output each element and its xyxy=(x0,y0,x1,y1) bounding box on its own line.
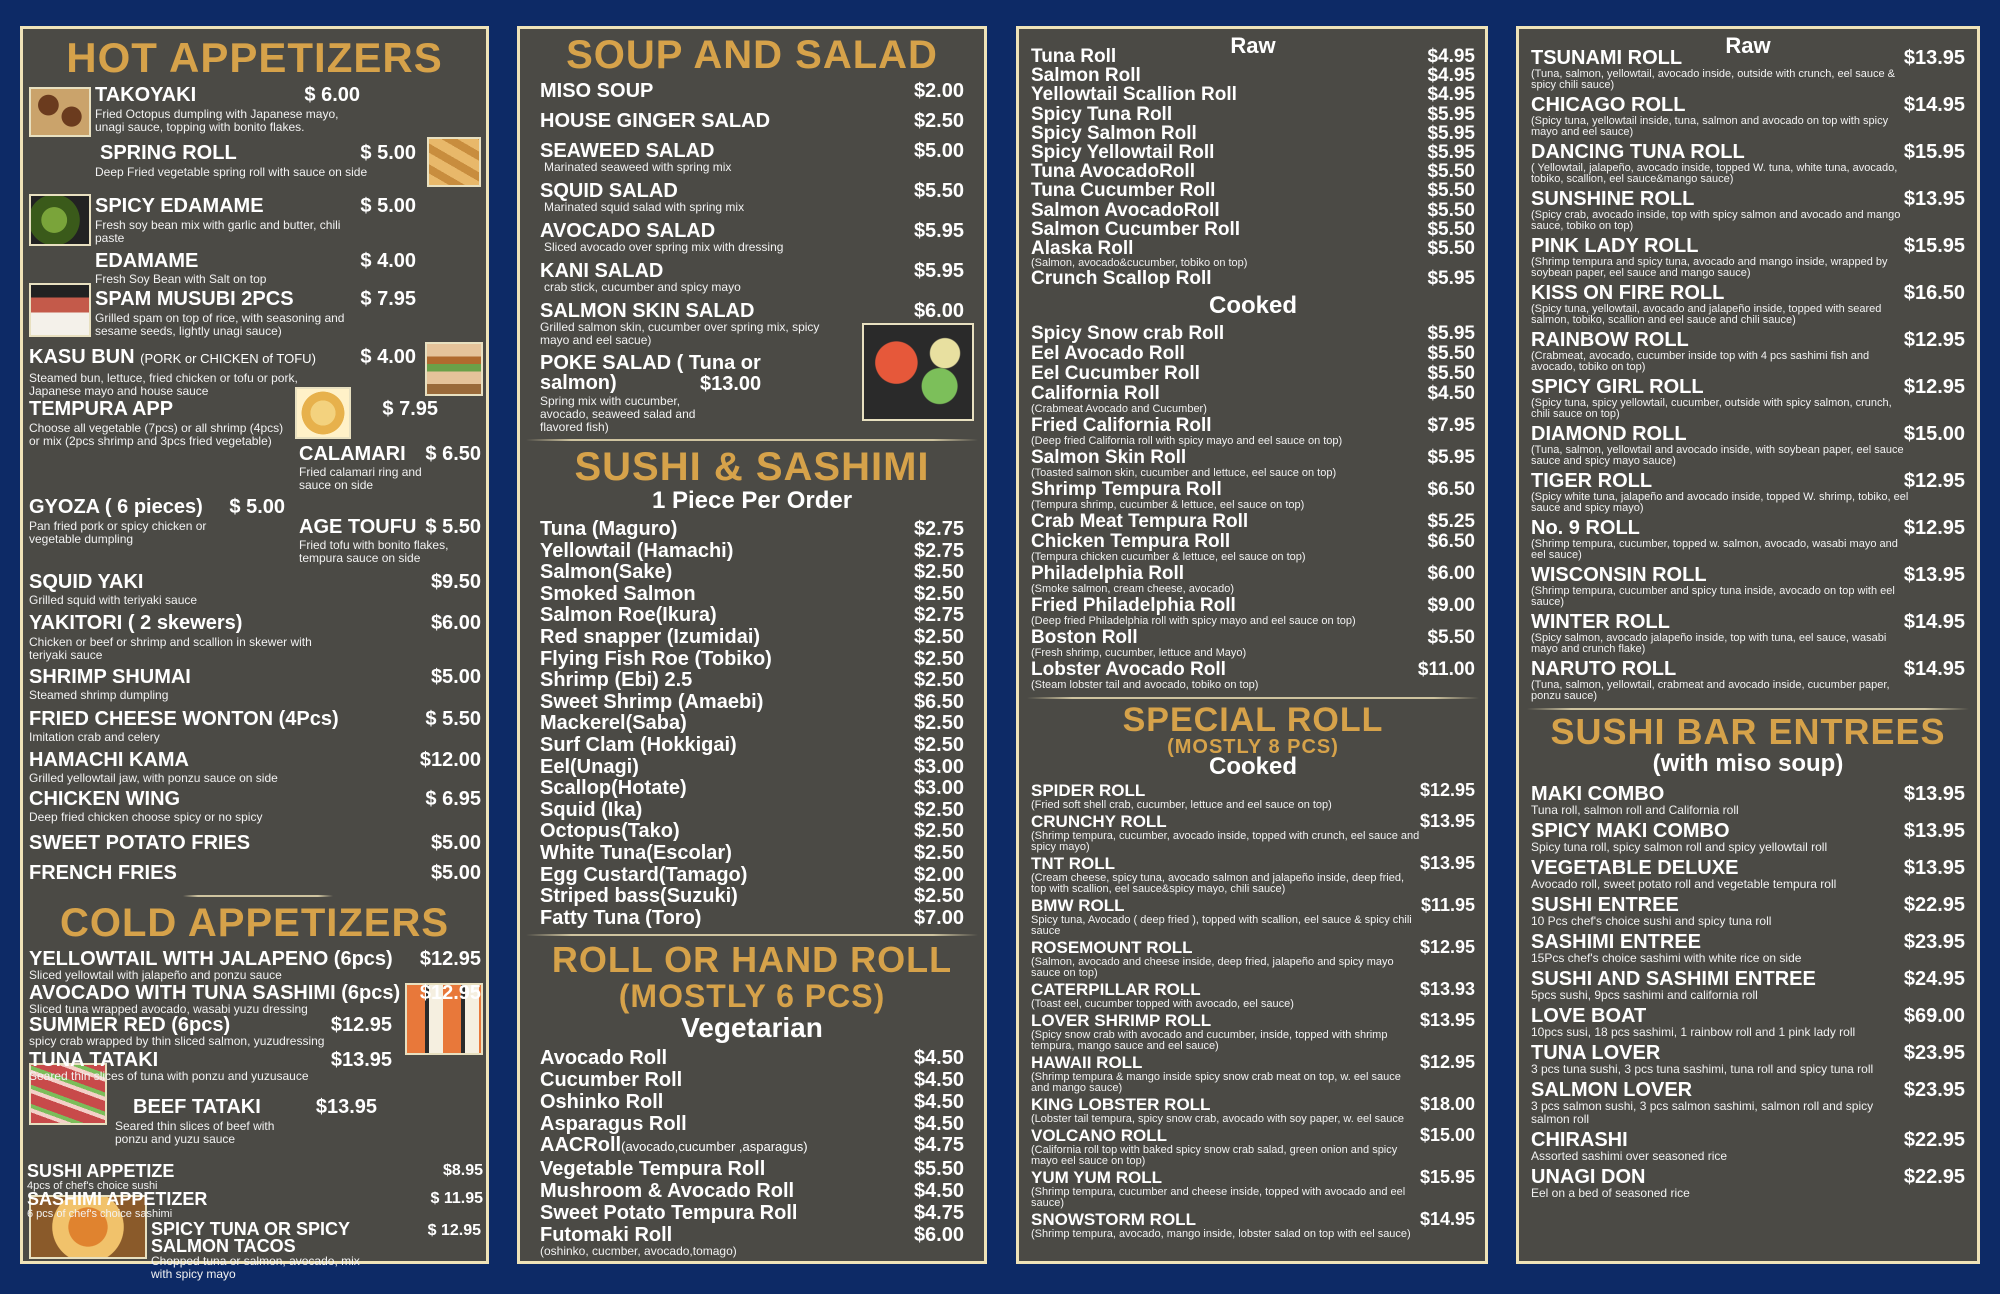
menu-item-hand-roll: Cucumber Roll $4.50 xyxy=(540,1069,964,1092)
menu-item-raw-special: DANCING TUNA ROLL $15.95 ( Yellowtail, jalapeño, avocado inside, topped W. tuna, white tuna, avocado, tobiko, scallion, eel sauce&mango sauce) xyxy=(1531,141,1965,185)
menu-item-entree: VEGETABLE DELUXE $13.95 Avocado roll, sweet potato roll and vegetable tempura roll xyxy=(1531,857,1965,891)
menu-item-chicken-wing: CHICKEN WING $ 6.95 Deep fried chicken choose spicy or no spicy xyxy=(29,788,481,824)
spam-musubi-photo xyxy=(29,283,91,337)
hot-appetizers-heading: HOT APPETIZERS xyxy=(66,34,443,81)
menu-item-entree: UNAGI DON $22.95 Eel on a bed of seasoned rice xyxy=(1531,1166,1965,1200)
menu-item-raw-roll: Salmon Roll $4.95 xyxy=(1031,65,1475,87)
menu-item-cooked-roll: California Roll $4.50 (Crabmeat Avocado and Cucumber) xyxy=(1031,383,1475,416)
menu-item-raw-special: KISS ON FIRE ROLL $16.50 (Spicy tuna, yellowtail, avocado and jalapeño inside, topped with seared salmon, tobiko, scallion and eel sauce and chili sauce) xyxy=(1531,282,1965,326)
menu-item-entree: CHIRASHI $22.95 Assorted sashimi over seasoned rice xyxy=(1531,1129,1965,1163)
menu-item-raw-roll: Alaska Roll $5.50 (Salmon, avocado&cucumber, tobiko on top) xyxy=(1031,238,1475,270)
menu-item-soup: SQUID SALAD $5.50 Marinated squid salad with spring mix xyxy=(540,180,964,214)
menu-item-cooked-roll: Fried California Roll $7.95 (Deep fried California roll with spicy mayo and eel sauce on top) xyxy=(1031,415,1475,448)
menu-item-cooked-roll: Boston Roll $5.50 (Fresh shrimp, cucumber, lettuce and Mayo) xyxy=(1031,627,1475,660)
menu-item-cooked-roll: Crab Meat Tempura Roll $5.25 xyxy=(1031,511,1475,533)
menu-item-soup: SALMON SKIN SALAD $6.00 Grilled salmon skin, cucumber over spring mix, spicy mayo and eel sacue) xyxy=(540,300,964,347)
soup-salad-heading: SOUP AND SALAD xyxy=(566,33,938,77)
menu-item-kasu-bun: KASU BUN (PORK or CHICKEN of TOFU) $ 4.00 Steamed bun, lettuce, fried chicken or tofu or pork, Japanese mayo and house sauce xyxy=(29,346,416,398)
divider xyxy=(526,934,978,936)
menu-item-sushi: Egg Custard(Tamago) $2.00 xyxy=(540,863,964,886)
menu-item-cooked-roll: Eel Avocado Roll $5.50 xyxy=(1031,343,1475,365)
raw-label-2: Raw xyxy=(1725,33,1771,58)
menu-item-soup: HOUSE GINGER SALAD $2.50 xyxy=(540,110,964,132)
menu-item-beef-tataki: BEEF TATAKI $13.95 Seared thin slices of beef with ponzu and yuzu sauce xyxy=(115,1096,377,1146)
menu-item-raw-special: WINTER ROLL $14.95 (Spicy salmon, avocado jalapeño inside, top with tuna, eel sauce, wasabi mayo and crunch flake) xyxy=(1531,611,1965,655)
menu-item-sushi: Salmon Roe(Ikura) $2.75 xyxy=(540,604,964,627)
menu-item-soup: AVOCADO SALAD $5.95 Sliced avocado over spring mix with dressing xyxy=(540,220,964,254)
hand-roll-list xyxy=(540,1048,964,1257)
menu-item-raw-roll: Salmon Cucumber Roll $5.50 xyxy=(1031,218,1475,240)
menu-item-raw-special: SUNSHINE ROLL $13.95 (Spicy crab, avocado inside, top with spicy salmon and avocado and mango sauce, tobiko on top) xyxy=(1531,188,1965,232)
cold-appetizers-heading: COLD APPETIZERS xyxy=(59,901,450,945)
menu-item-spam-musubi: SPAM MUSUBI 2PCS $ 7.95 Grilled spam on top of rice, with seasoning and sesame seeds, lightly unagi sauce) xyxy=(95,288,416,338)
menu-item-entree: SUSHI ENTREE $22.95 10 Pcs chef's choice sushi and spicy tuna roll xyxy=(1531,894,1965,928)
panel-rolls xyxy=(1016,26,1488,1264)
special-cooked-label: Cooked xyxy=(1208,753,1297,781)
cooked-roll-list xyxy=(1031,324,1475,691)
special-roll-heading: SPECIAL ROLL xyxy=(1122,701,1384,740)
menu-item-spicy-edamame: SPICY EDAMAME $ 5.00 Fresh soy bean mix with garlic and butter, chili paste xyxy=(95,195,416,245)
panel-raw-entrees xyxy=(1516,26,1980,1264)
menu-item-sushi: Octopus(Tako) $2.50 xyxy=(540,820,964,843)
menu-item-sushi: Eel(Unagi) $3.00 xyxy=(540,755,964,778)
edamame-photo xyxy=(29,194,91,246)
menu-item-raw-roll: Crunch Scallop Roll $5.95 xyxy=(1031,268,1475,290)
menu-item-cooked-roll: Chicken Tempura Roll $6.50 (Tempura chicken cucumber & lettuce, eel sauce on top) xyxy=(1031,531,1475,564)
menu-item-soup: MISO SOUP $2.00 xyxy=(540,80,964,102)
menu-item-hand-roll: Futomaki Roll $6.00 (oshinko, cucmber, avocado,tomago) xyxy=(540,1223,964,1259)
menu-item-special-roll: CRUNCHY ROLL $13.95 (Shrimp tempura, cucumber, avocado inside, topped with crunch, eel sauce and spicy mayo) xyxy=(1031,811,1475,854)
menu-item-cooked-roll: Philadelphia Roll $6.00 (Smoke salmon, cream cheese, avocado) xyxy=(1031,563,1475,596)
menu-item-takoyaki: TAKOYAKI $ 6.00 Fried Octopus dumpling with Japanese mayo, unagi sauce, topping with bonito flakes. xyxy=(95,84,360,134)
entree-list xyxy=(1531,784,1965,1200)
menu-item-raw-special: DIAMOND ROLL $15.00 (Tuna, salmon, yellowtail and avocado inside, with soybean paper, eel sauce sauce and spicy mayo sauce) xyxy=(1531,423,1965,467)
menu-item-hamachi-kama: HAMACHI KAMA $12.00 Grilled yellowtail jaw, with ponzu sauce on side xyxy=(29,749,481,785)
entrees-subtitle: (with miso soup) xyxy=(1652,750,1844,777)
menu-item-hand-roll: Oshinko Roll $4.50 xyxy=(540,1090,964,1113)
menu-item-special-roll: VOLCANO ROLL $15.00 (California roll top with baked spicy snow crab salad, green onion and spicy mayo eel sauce on top) xyxy=(1031,1125,1475,1168)
menu-item-sushi: Salmon(Sake) $2.50 xyxy=(540,561,964,584)
menu-item-sashimi-appetizer: SASHIMI APPETIZER $ 11.95 6 pcs of chef's choice sashimi xyxy=(27,1189,483,1220)
menu-item-tuna-tataki: TUNA TATAKI $13.95 Seared thin slices of tuna with ponzu and yuzusauce xyxy=(29,1049,392,1083)
menu-item-raw-special: PINK LADY ROLL $15.95 (Shrimp tempura and spicy tuna, avocado and mango inside, wrapped by soybean paper, eel sauce and mango sauce) xyxy=(1531,235,1965,279)
cooked-label: Cooked xyxy=(1208,292,1297,320)
raw-roll-list xyxy=(1031,47,1475,288)
menu-item-sushi: Yellowtail (Hamachi) $2.75 xyxy=(540,539,964,562)
menu-item-spring-roll: SPRING ROLL $ 5.00 Deep Fried vegetable spring roll with sauce on side xyxy=(95,142,416,179)
menu-item-cooked-roll: Fried Philadelphia Roll $9.00 (Deep fried Philadelphia roll with spicy mayo and eel sauce on top) xyxy=(1031,595,1475,628)
menu-item-sushi: Sweet Shrimp (Amaebi) $6.50 xyxy=(540,690,964,713)
menu-item-raw-roll: Tuna Roll $4.95 xyxy=(1031,46,1475,67)
menu-item-raw-special: TSUNAMI ROLL $13.95 (Tuna, salmon, yellowtail, avocado inside, outside with crunch, eel sauce & spicy chili sauce) xyxy=(1531,47,1965,91)
menu-item-raw-special: SPICY GIRL ROLL $12.95 (Spicy tuna, spicy yellowtail, cucumber, outside with spicy salmon, crunch, chili sauce on top) xyxy=(1531,376,1965,420)
menu-item-raw-roll: Spicy Salmon Roll $5.95 xyxy=(1031,122,1475,144)
sushi-sashimi-heading: SUSHI & SASHIMI xyxy=(574,445,930,489)
menu-item-edamame: EDAMAME $ 4.00 Fresh Soy Bean with Salt on top xyxy=(95,250,416,286)
menu-item-cooked-roll: Spicy Snow crab Roll $5.95 xyxy=(1031,323,1475,345)
menu-item-hand-roll: Vegetable Tempura Roll $5.50 xyxy=(540,1158,964,1181)
menu-item-special-roll: KING LOBSTER ROLL $18.00 (Lobster tail tempura, spicy snow crab, avocado with soy paper, w. eel sauce xyxy=(1031,1094,1475,1126)
menu-item-sweet-potato-fries: SWEET POTATO FRIES $5.00 xyxy=(29,832,481,854)
entrees-heading: SUSHI BAR ENTREES xyxy=(1550,711,1946,752)
menu-item-sushi: Tuna (Maguro) $2.75 xyxy=(540,518,964,540)
menu-item-tempura-app: TEMPURA APP $ 7.95 Choose all vegetable (7pcs) or all shrimp (4pcs) or mix (2pcs shrimp and 3pcs fried vegetable) xyxy=(29,398,438,448)
panel-appetizers xyxy=(20,26,489,1281)
menu-item-sushi: Flying Fish Roe (Tobiko) $2.50 xyxy=(540,647,964,670)
menu-item-special-roll: SNOWSTORM ROLL $14.95 (Shrimp tempura, avocado, mango inside, lobster salad on top with eel sauce) xyxy=(1031,1209,1475,1241)
menu-item-raw-roll: Tuna Cucumber Roll $5.50 xyxy=(1031,180,1475,202)
menu-item-summer-red: SUMMER RED (6pcs) $12.95 spicy crab wrapped by thin sliced salmon, yuzudressing xyxy=(29,1014,392,1048)
menu-item-squid-yaki: SQUID YAKI $9.50 Grilled squid with teriyaki sauce xyxy=(29,571,481,607)
menu-item-calamari: CALAMARI $ 6.50 Fried calamari ring and sauce on side xyxy=(299,443,481,492)
menu-item-cooked-roll: Shrimp Tempura Roll $6.50 (Tempura shrimp, cucumber & lettuce, eel sauce on top) xyxy=(1031,479,1475,512)
menu-item-sushi: Smoked Salmon $2.50 xyxy=(540,582,964,605)
sushi-list xyxy=(540,519,964,928)
menu-item-cheese-wonton: FRIED CHEESE WONTON (4Pcs) $ 5.50 Imitation crab and celery xyxy=(29,708,481,744)
menu-item-raw-special: CHICAGO ROLL $14.95 (Spicy tuna, yellowtail inside, tuna, salmon and avocado on top with spicy mayo and eel sauce) xyxy=(1531,94,1965,138)
menu-item-sushi: Scallop(Hotate) $3.00 xyxy=(540,777,964,800)
menu-item-sushi: Red snapper (Izumidai) $2.50 xyxy=(540,625,964,648)
menu-item-raw-roll: Spicy Yellowtail Roll $5.95 xyxy=(1031,142,1475,164)
menu-item-yellowtail-jalapeno: YELLOWTAIL WITH JALAPENO (6pcs) $12.95 Sliced yellowtail with jalapeño and ponzu sauce xyxy=(29,948,481,982)
menu-item-raw-special: NARUTO ROLL $14.95 (Tuna, salmon, yellowtail, crabmeat and avocado inside, cucumber paper, ponzu sauce) xyxy=(1531,658,1965,702)
menu-item-entree: MAKI COMBO $13.95 Tuna roll, salmon roll and California roll xyxy=(1531,783,1965,817)
poke-salad-photo xyxy=(862,323,974,421)
menu-item-hand-roll: Asparagus Roll $4.50 xyxy=(540,1112,964,1135)
menu-item-hand-roll: Mushroom & Avocado Roll $4.50 xyxy=(540,1180,964,1203)
menu-item-special-roll: LOVER SHRIMP ROLL $13.95 (Spicy snow crab with avocado and cucumber, inside, topped with shrimp tempura, mango sauce and eel sauce) xyxy=(1031,1010,1475,1053)
menu-item-raw-roll: Spicy Tuna Roll $5.95 xyxy=(1031,103,1475,125)
menu-item-hand-roll: Sweet Potato Tempura Roll $4.75 xyxy=(540,1201,964,1224)
menu-item-special-roll: CATERPILLAR ROLL $13.93 (Toast eel, cucumber topped with avocado, eel sauce) xyxy=(1031,979,1475,1011)
raw-label: Raw xyxy=(1230,33,1276,58)
menu-item-raw-roll: Tuna AvocadoRoll $5.50 xyxy=(1031,161,1475,183)
menu-item-hand-roll: Avocado Roll $4.50 xyxy=(540,1047,964,1070)
hand-roll-subtitle: (MOSTLY 6 PCS) xyxy=(618,978,886,1015)
vegetarian-label: Vegetarian xyxy=(681,1012,823,1044)
special-roll-list xyxy=(1031,781,1475,1240)
menu-item-yakitori: YAKITORI ( 2 skewers) $6.00 Chicken or beef or shrimp and scallion in skewer with teriyaki sauce xyxy=(29,612,481,662)
menu-item-sushi: White Tuna(Escolar) $2.50 xyxy=(540,841,964,864)
menu-item-shrimp-shumai: SHRIMP SHUMAI $5.00 Steamed shrimp dumpling xyxy=(29,666,481,702)
menu-item-hand-roll: AACRoll(avocado,cucumber ,asparagus) $4.75 xyxy=(540,1134,964,1157)
menu-item-raw-special: WISCONSIN ROLL $13.95 (Shrimp tempura, cucumber and spicy tuna inside, avocado on top with eel sauce) xyxy=(1531,564,1965,608)
menu-item-sushi: Squid (Ika) $2.50 xyxy=(540,798,964,821)
menu-item-special-roll: ROSEMOUNT ROLL $12.95 (Salmon, avocado and cheese inside, deep fried, jalapeño and spicy mayo sauce on top) xyxy=(1031,937,1475,980)
menu-item-raw-roll: Salmon AvocadoRoll $5.50 xyxy=(1031,199,1475,221)
menu-item-soup: KANI SALAD $5.95 crab stick, cucumber and spicy mayo xyxy=(540,260,964,294)
menu-item-sushi: Striped bass(Suzuki) $2.50 xyxy=(540,885,964,908)
menu-item-sushi: Shrimp (Ebi) 2.5 $2.50 xyxy=(540,669,964,692)
menu-item-entree: SPICY MAKI COMBO $13.95 Spicy tuna roll, spicy salmon roll and spicy yellowtail roll xyxy=(1531,820,1965,854)
menu-item-entree: SALMON LOVER $23.95 3 pcs salmon sushi, 3 pcs salmon sashimi, salmon roll and spicy salmon roll xyxy=(1531,1079,1965,1126)
menu-item-cooked-roll: Salmon Skin Roll $5.95 (Toasted salmon skin, cucumber and lettuce, eel sauce on top) xyxy=(1031,447,1475,480)
menu-item-special-roll: TNT ROLL $13.95 (Cream cheese, spicy tuna, avocado salmon and jalapeño inside, deep fried, top with scallion, eel sauce&spicy mayo, chili sauce) xyxy=(1031,853,1475,896)
spring-roll-photo xyxy=(427,137,481,187)
menu-item-cooked-roll: Lobster Avocado Roll $11.00 (Steam lobster tail and avocado, tobiko on top) xyxy=(1031,659,1475,692)
hand-roll-heading: ROLL OR HAND ROLL xyxy=(551,939,953,981)
menu-item-raw-roll: Yellowtail Scallion Roll $4.95 xyxy=(1031,84,1475,106)
menu-item-avocado-tuna: AVOCADO WITH TUNA SASHIMI (6pcs) $12.95 Sliced tuna wrapped avocado, wasabi yuzu dressing xyxy=(29,982,481,1016)
menu-item-special-roll: YUM YUM ROLL $15.95 (Shrimp tempura, cucumber and cheese inside, topped with avocado and eel sauce) xyxy=(1031,1167,1475,1210)
special-roll-subtitle: (MOSTLY 8 PCS) xyxy=(1167,736,1339,759)
menu-item-sushi: Mackerel(Saba) $2.50 xyxy=(540,712,964,735)
raw-special-list xyxy=(1531,47,1965,702)
menu-item-special-roll: HAWAII ROLL $12.95 (Shrimp tempura & mango inside spicy snow crab meat on top, w. eel sauce and mango sauce) xyxy=(1031,1052,1475,1095)
menu-item-special-roll: BMW ROLL $11.95 Spicy tuna, Avocado ( deep fried ), topped with scallion, eel sauce & spicy chili sauce xyxy=(1031,895,1475,938)
sushi-subtitle: 1 Piece Per Order xyxy=(651,487,853,514)
menu-item-special-roll: SPIDER ROLL $12.95 (Fried soft shell crab, cucumber, lettuce and eel sauce on top) xyxy=(1031,780,1475,812)
menu-item-entree: LOVE BOAT $69.00 10pcs susi, 18 pcs sashimi, 1 rainbow roll and 1 pink lady roll xyxy=(1531,1005,1965,1039)
menu-item-raw-special: No. 9 ROLL $12.95 (Shrimp tempura, cucumber, topped w. salmon, avocado, wasabi mayo and eel sauce) xyxy=(1531,517,1965,561)
menu-item-tacos: SPICY TUNA OR SPICY SALMON TACOS $ 12.95 Chopped tuna or salmon, avocado, mix with spicy mayo xyxy=(151,1219,481,1281)
divider xyxy=(526,439,978,441)
menu-item-poke-salad: POKE SALAD ( Tuna or salmon) $13.00 Spring mix with cucumber, avocado, seaweed salad and flavored fish) xyxy=(540,353,964,433)
menu-item-entree: SUSHI AND SASHIMI ENTREE $24.95 5pcs sushi, 9pcs sashimi and california roll xyxy=(1531,968,1965,1002)
menu-item-entree: TUNA LOVER $23.95 3 pcs tuna sushi, 3 pcs tuna sashimi, tuna roll and spicy tuna roll xyxy=(1531,1042,1965,1076)
divider-ornament xyxy=(183,895,333,897)
menu-item-sushi: Surf Clam (Hokkigai) $2.50 xyxy=(540,733,964,756)
divider xyxy=(1027,697,1479,699)
kasu-bun-photo xyxy=(425,342,483,396)
menu-item-raw-special: RAINBOW ROLL $12.95 (Crabmeat, avocado, cucumber inside top with 4 pcs sashimi fish and avocado, tobiko on top) xyxy=(1531,329,1965,373)
divider xyxy=(1527,708,1969,710)
takoyaki-photo xyxy=(29,87,91,137)
menu-item-soup: SEAWEED SALAD $5.00 Marinated seaweed with spring mix xyxy=(540,140,964,174)
panel-soup-sushi xyxy=(517,26,987,1264)
menu-item-french-fries: FRENCH FRIES $5.00 xyxy=(29,862,481,884)
menu-item-entree: SASHIMI ENTREE $23.95 15Pcs chef's choice sashimi with white rice on side xyxy=(1531,931,1965,965)
menu-item-age-tofu: AGE TOUFU $ 5.50 Fried tofu with bonito flakes, tempura sauce on side xyxy=(299,516,481,565)
menu-item-gyoza: GYOZA ( 6 pieces) $ 5.00 Pan fried pork or spicy chicken or vegetable dumpling xyxy=(29,496,285,546)
menu-item-sushi: Fatty Tuna (Toro) $7.00 xyxy=(540,906,964,929)
menu-item-raw-special: TIGER ROLL $12.95 (Spicy white tuna, jalapeño and avocado inside, topped W. shrimp, tobiko, eel sauce and spicy mayo) xyxy=(1531,470,1965,514)
menu-item-cooked-roll: Eel Cucumber Roll $5.50 xyxy=(1031,363,1475,385)
menu-item-sushi-appetizer: SUSHI APPETIZE $8.95 4pcs of chef's choice sushi xyxy=(27,1161,483,1192)
